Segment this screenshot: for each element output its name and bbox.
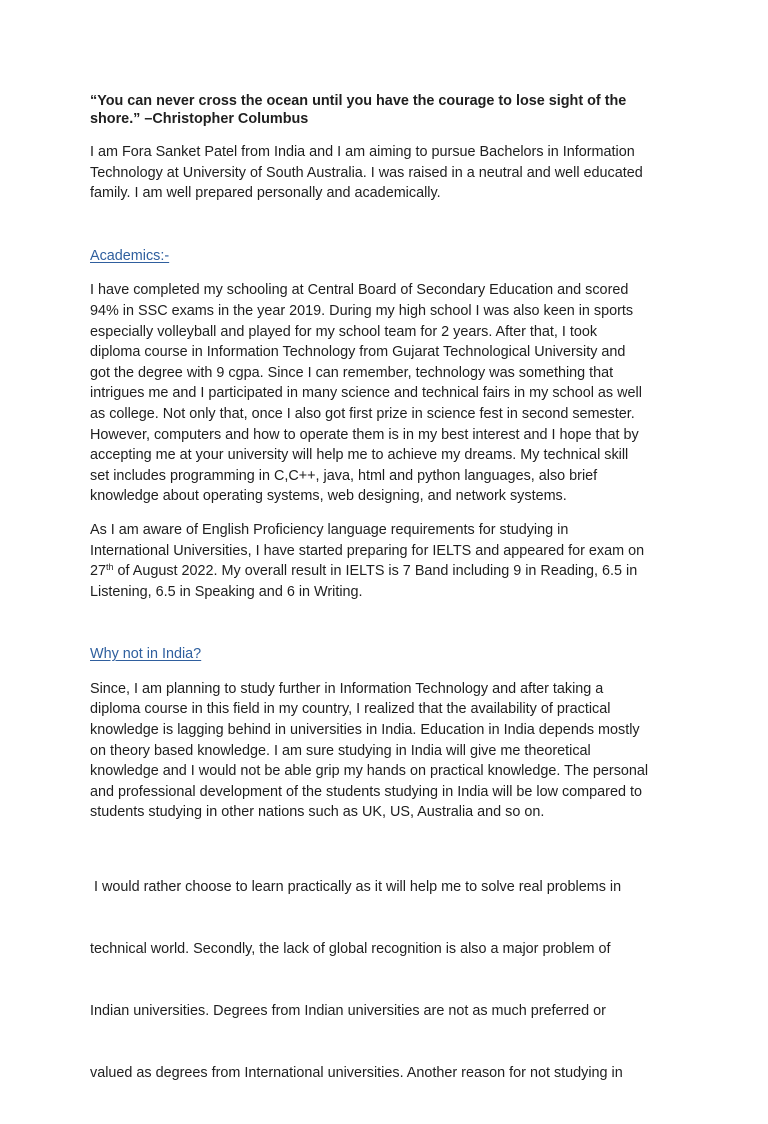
paragraph-line: technical world. Secondly, the lack of global recognition is also a major problem of (90, 941, 611, 957)
academics-paragraph (90, 280, 690, 507)
intro-paragraph (90, 142, 690, 204)
paragraph-line: Technology at University of South Australia. I was raised in a neutral and well educated (90, 164, 643, 181)
paragraph-line: got the degree with 9 cgpa. Since I can remember, technology was something that (90, 364, 614, 381)
paragraph-line: as college. Not only that, once I also got first prize in science fest in second semester. (90, 405, 635, 422)
why-not-india-heading-row (90, 644, 690, 665)
paragraph-line: set includes programming in C,C++, java, html and python languages, also brief (90, 467, 598, 484)
paragraph-line: Indian universities. Degrees from Indian universities are not as much preferred or (90, 1002, 606, 1019)
exam-day: 27 (90, 563, 107, 580)
quote-line: “You can never cross the ocean until you have the courage to lose sight of the (90, 93, 627, 109)
paragraph-line: especially volleyball and played for my school team for 2 years. After that, I took (90, 323, 598, 340)
paragraph-line: family. I am well prepared personally and academically. (90, 185, 441, 202)
paragraph-line: valued as degrees from International universities. Another reason for not studying in (90, 1064, 623, 1081)
paragraph-line: diploma course in this field in my country, I realized that the availability of practical (90, 701, 611, 718)
why-not-india-heading: Why not in India? (90, 646, 202, 663)
paragraph-line: Since, I am planning to study further in Information Technology and after taking a (90, 680, 604, 697)
paragraph-line: intrigues me and I participated in many science and technical fairs in my school as well (90, 385, 642, 402)
paragraph-line: 94% in SSC exams in the year 2019. During my high school I was also keen in sports (90, 302, 634, 319)
paragraph-line: knowledge about operating systems, web designing, and network systems. (90, 488, 567, 505)
why-not-india-paragraph (90, 679, 690, 823)
paragraph-line (90, 561, 690, 582)
paragraph-line: Listening, 6.5 in Speaking and 6 in Writing. (90, 583, 363, 600)
paragraph-line: I would rather choose to learn practically as it will help me to solve real problems in (90, 879, 622, 896)
paragraph-line: on theory based knowledge. I am sure studying in India will give me theoretical (90, 742, 591, 759)
academics-heading-row (90, 246, 690, 267)
paragraph-line: knowledge is lagging behind in universities in India. Education in India depends mostly (90, 722, 640, 739)
paragraph-line: and professional development of the students studying in India will be low compared to (90, 783, 642, 800)
paragraph-line: I am Fora Sanket Patel from India and I am aiming to pursue Bachelors in Information (90, 144, 635, 160)
quote-line: shore.” –Christopher Columbus (90, 111, 309, 127)
academics-heading: Academics:- (90, 247, 170, 264)
paragraph-line: I have completed my schooling at Central Board of Secondary Education and scored (90, 282, 629, 299)
paragraph-line: However, computers and how to operate them is in my best interest and I hope that by (90, 426, 639, 443)
document-body (90, 92, 690, 1124)
paragraph-line: As I am aware of English Proficiency language requirements for studying in (90, 521, 569, 538)
exam-result-text: of August 2022. My overall result in IELTS is 7 Band including 9 in Reading, 6.5 in (113, 563, 638, 580)
paragraph-line: diploma course in Information Technology from Gujarat Technological University and (90, 344, 626, 361)
paragraph-line: International Universities, I have started preparing for IELTS and appeared for exam on (90, 542, 645, 559)
paragraph-line: knowledge and I would not be able grip my hands on practical knowledge. The personal (90, 763, 649, 780)
opening-quote (90, 92, 690, 128)
paragraph-line: accepting me at your university will help me to achieve my dreams. My technical skill (90, 447, 629, 464)
ielts-paragraph (90, 520, 690, 602)
ordinal-suffix: th (106, 562, 114, 573)
practical-learning-paragraph (90, 836, 690, 1124)
paragraph-line: students studying in other nations such as UK, US, Australia and so on. (90, 804, 545, 821)
